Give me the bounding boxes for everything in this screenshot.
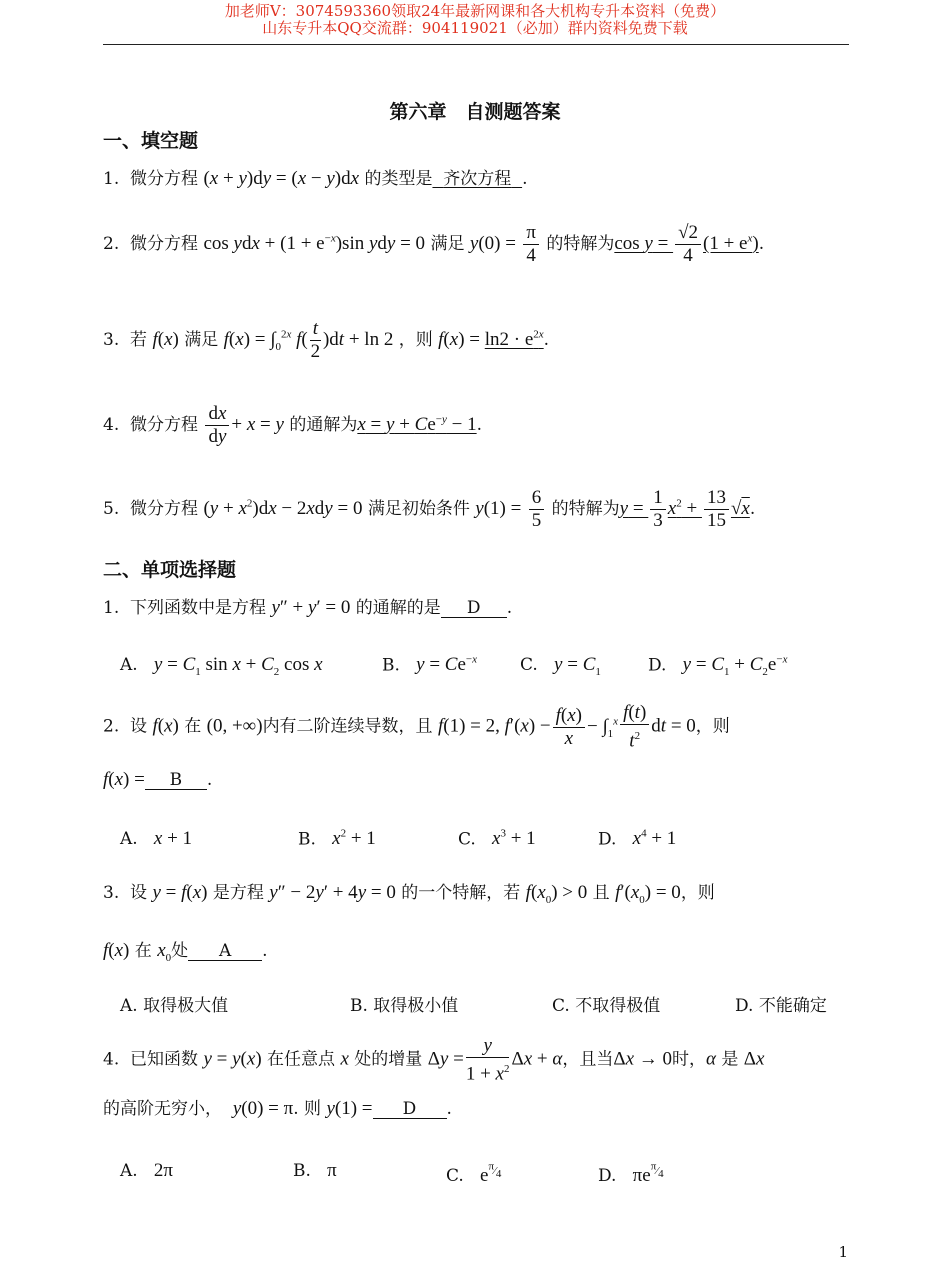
fill-answer-3: $\ln 2 \cdot e^{2x}$ <box>484 328 544 350</box>
choice-4-option-c: C. $e^{^\pi⁄_4}$ <box>446 1160 502 1186</box>
choice-1-option-b: B. $y = Ce^{-x}$ <box>382 654 478 676</box>
fill-question-5: 5. 微分方程 $(y + x^2)dx - 2xdy = 0$ 满足初始条件 y(1) = $\frac{6}{5}$ 的特解为y = $\frac{1}{3}$ $x^2$ + $\frac{13}{15}$ √x. <box>103 487 756 532</box>
choice-4-option-b: B. π <box>293 1160 337 1181</box>
choice-question-3-line2: f(x) 在 $x_0$处 A . <box>103 940 268 964</box>
choice-question-4-line2: 的高阶无穷小， y(0) = π. 则 y(1) = D . <box>103 1098 452 1119</box>
choice-1-option-c: C. $y = C_1$ <box>520 654 601 678</box>
section-choice-heading: 二、单项选择题 <box>103 559 237 581</box>
choice-2-option-b: B. $x^2 + 1$ <box>298 828 376 850</box>
choice-question-4: 4. 已知函数 y = y(x) 在任意点 x 处的增量 Δy = $\frac{y}{1 + x^2}$ Δx + α，且当Δx → 0时，α 是 Δx <box>103 1035 765 1085</box>
fill-answer-4: $x = y + Ce^{-y} - 1$ <box>357 413 477 435</box>
choice-4-option-a: A. 2π <box>120 1160 173 1181</box>
choice-2-option-a: A. x + 1 <box>120 828 193 849</box>
choice-4-option-d: D. $\pi e^{^\pi⁄_4}$ <box>598 1160 664 1186</box>
fill-answer-1: 齐次方程 <box>443 169 512 189</box>
fill-question-3: 3. 若 f(x) 满足 $f(x) = \int_0^{2x}$ f( $\frac{t}{2}$ )dt + ln 2 ，则 $f(x) = \ln 2 \cdot e^{2x}$. <box>103 318 550 362</box>
fill-question-4: 4. 微分方程 $\frac{dx}{dy}$ + x = y 的通解为$x = y + Ce^{-y} - 1$. <box>103 403 483 447</box>
choice-1-option-a: A. $y = C_1$ $\sin x + C_2$ cos x <box>120 654 323 678</box>
choice-3-option-c: C. 不取得极值 <box>552 996 661 1016</box>
fill-answer-5: y = $\frac{1}{3}$ $x^2$ + $\frac{13}{15}$ √x <box>619 487 750 532</box>
choice-2-option-c: C. $x^3 + 1$ <box>458 828 536 850</box>
section-fill-heading: 一、填空题 <box>103 130 199 152</box>
header-line-1: 加老师V：3074593360领取24年最新网课和各大机构专升本资料（免费） <box>224 2 726 20</box>
choice-3-option-a: A. 取得极大值 <box>120 996 229 1016</box>
choice-3-option-d: D. 不能确定 <box>735 996 827 1016</box>
choice-3-option-b: B. 取得极小值 <box>350 996 459 1016</box>
fill-answer-2: cos y = $\frac{√2}{4}$ $(1 + e^x)$ <box>614 222 759 267</box>
choice-question-2: 2. 设 f(x) 在 (0, +∞)内有二阶连续导数，且 f(1) = 2, f′(x) − $\frac{f(x)}{x}$ − $\int_1^x$ $\frac{f(t)}{t^2}$ dt = 0，则 <box>103 702 730 752</box>
fill-question-1: 1. 微分方程 (x + y)dy = (x − y)dx 的类型是 齐次方程 . <box>103 168 528 189</box>
choice-answer-1: D <box>441 599 507 618</box>
choice-1-option-d: D. $y = C_1 + C_2e^{-x}$ <box>648 654 788 679</box>
header-rule <box>103 44 849 45</box>
choice-question-1: 1. 下列函数中是方程 y″ + y′ = 0 的通解的是 D . <box>103 597 513 618</box>
fill-question-2: 2. 微分方程 cos ydx + $(1 + e^{-x})\sin$ ydy = 0 满足 y(0) = $\frac{\pi}{4}$ 的特解为cos y = $\frac{√2}{4}$ $(1 + e^x)$. <box>103 222 765 267</box>
choice-answer-3: A <box>188 942 262 961</box>
page-number: 1 <box>838 1243 848 1261</box>
choice-question-2-line2: f(x) = B . <box>103 769 213 790</box>
choice-answer-2: B <box>145 771 207 790</box>
choice-2-option-d: D. $x^4 + 1$ <box>598 828 677 850</box>
page-title: 第六章 自测题答案 <box>389 101 561 123</box>
header-line-2: 山东专升本QQ交流群：904119021（必加）群内资料免费下载 <box>262 19 688 37</box>
choice-answer-4: D <box>373 1100 447 1119</box>
choice-question-3: 3. 设 y = f(x) 是方程 y″ − 2y′ + 4y = 0 的一个特解，若 $f(x_0) > 0$ 且 $f'(x_0) = 0$，则 <box>103 882 715 906</box>
